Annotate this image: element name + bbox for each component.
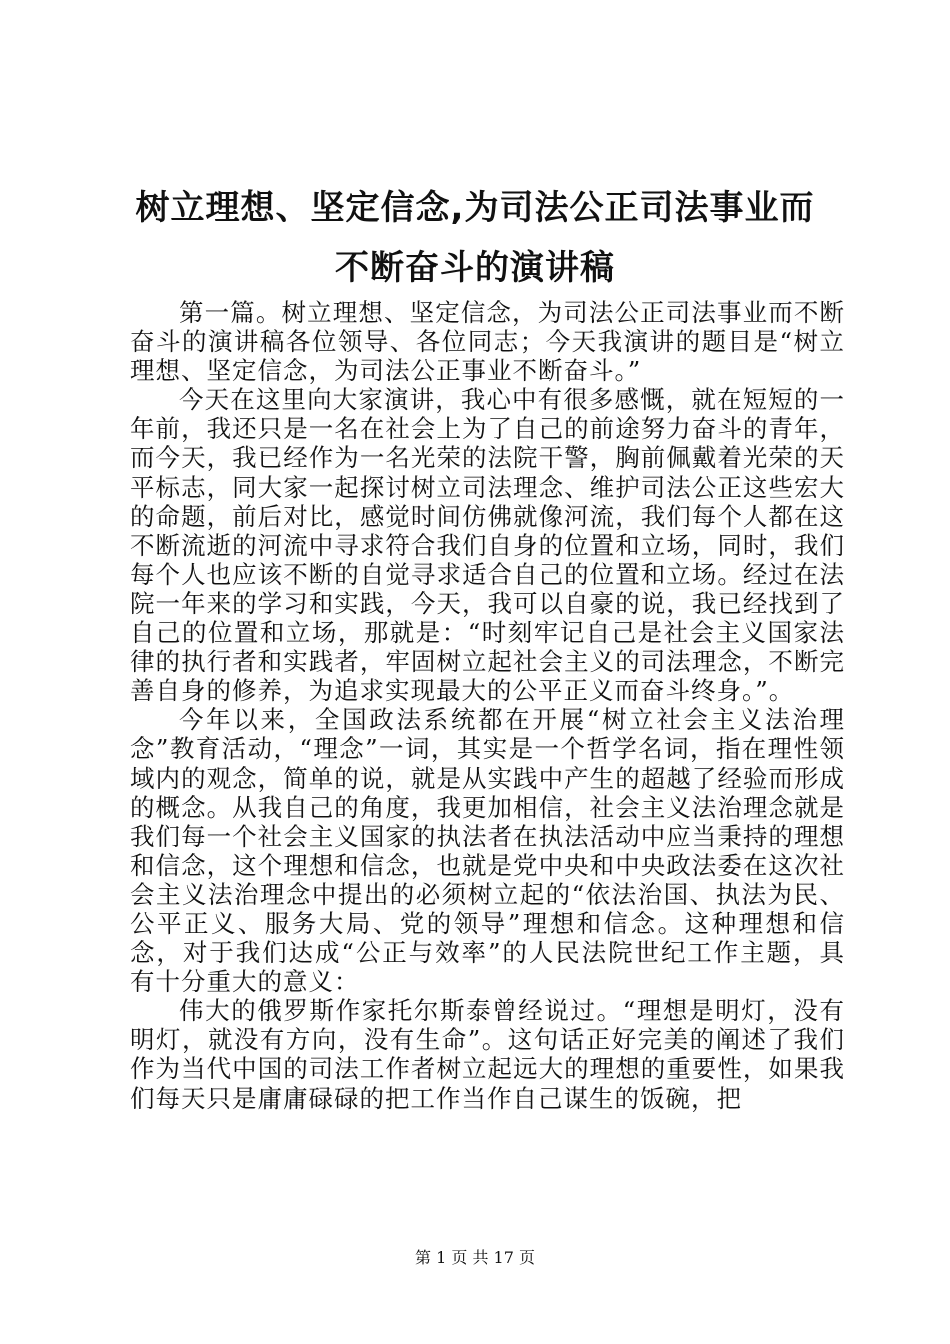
page-number-footer: 第 1 页 共 17 页 (415, 1248, 535, 1267)
document-title-line-2: 不断奋斗的演讲稿 (335, 248, 615, 288)
paragraph-4: 伟大的俄罗斯作家托尔斯泰曾经说过。“理想是明灯，没有明灯，就没有方向，没有生命”。这句话正好完美的阐述了我们作为当代中国的司法工作者树立起远大的理想的重要性，如果我们每天只是庸庸碌碌的把工作当作自己谋生的饭碗，把 (130, 996, 845, 1113)
document-title-line-1: 树立理想、坚定信念,为司法公正司法事业而 (135, 188, 815, 228)
document-body (130, 298, 845, 1113)
paragraph-2: 今天在这里向大家演讲，我心中有很多感慨，就在短短的一年前，我还只是一名在社会上为了自己的前途努力奋斗的青年，而今天，我已经作为一名光荣的法院干警，胸前佩戴着光荣的天平标志，同大家一起探讨树立司法理念、维护司法公正这些宏大的命题，前后对比，感觉时间仿佛就像河流，我们每个人都在这不断流逝的河流中寻求符合我们自身的位置和立场，同时，我们每个人也应该不断的自觉寻求适合自己的位置和立场。经过在法院一年来的学习和实践，今天，我可以自豪的说，我已经找到了自己的位置和立场，那就是：“时刻牢记自己是社会主义国家法律的执行者和实践者，牢固树立起社会主义的司法理念，不断完善自身的修养，为追求实现最大的公平正义而奋斗终身。”。 (130, 385, 845, 706)
paragraph-3: 今年以来，全国政法系统都在开展“树立社会主义法治理念”教育活动，“理念”一词，其实是一个哲学名词，指在理性领域内的观念，简单的说，就是从实践中产生的超越了经验而形成的概念。从我自己的角度，我更加相信，社会主义法治理念就是我们每一个社会主义国家的执法者在执法活动中应当秉持的理想和信念，这个理想和信念，也就是党中央和中央政法委在这次社会主义法治理念中提出的必须树立起的“依法治国、执法为民、公平正义、服务大局、党的领导”理想和信念。这种理想和信念，对于我们达成“公正与效率”的人民法院世纪工作主题，具有十分重大的意义： (130, 705, 845, 997)
paragraph-1: 第一篇。树立理想、坚定信念，为司法公正司法事业而不断奋斗的演讲稿各位领导、各位同志；今天我演讲的题目是“树立理想、坚定信念，为司法公正事业不断奋斗。” (130, 298, 845, 386)
